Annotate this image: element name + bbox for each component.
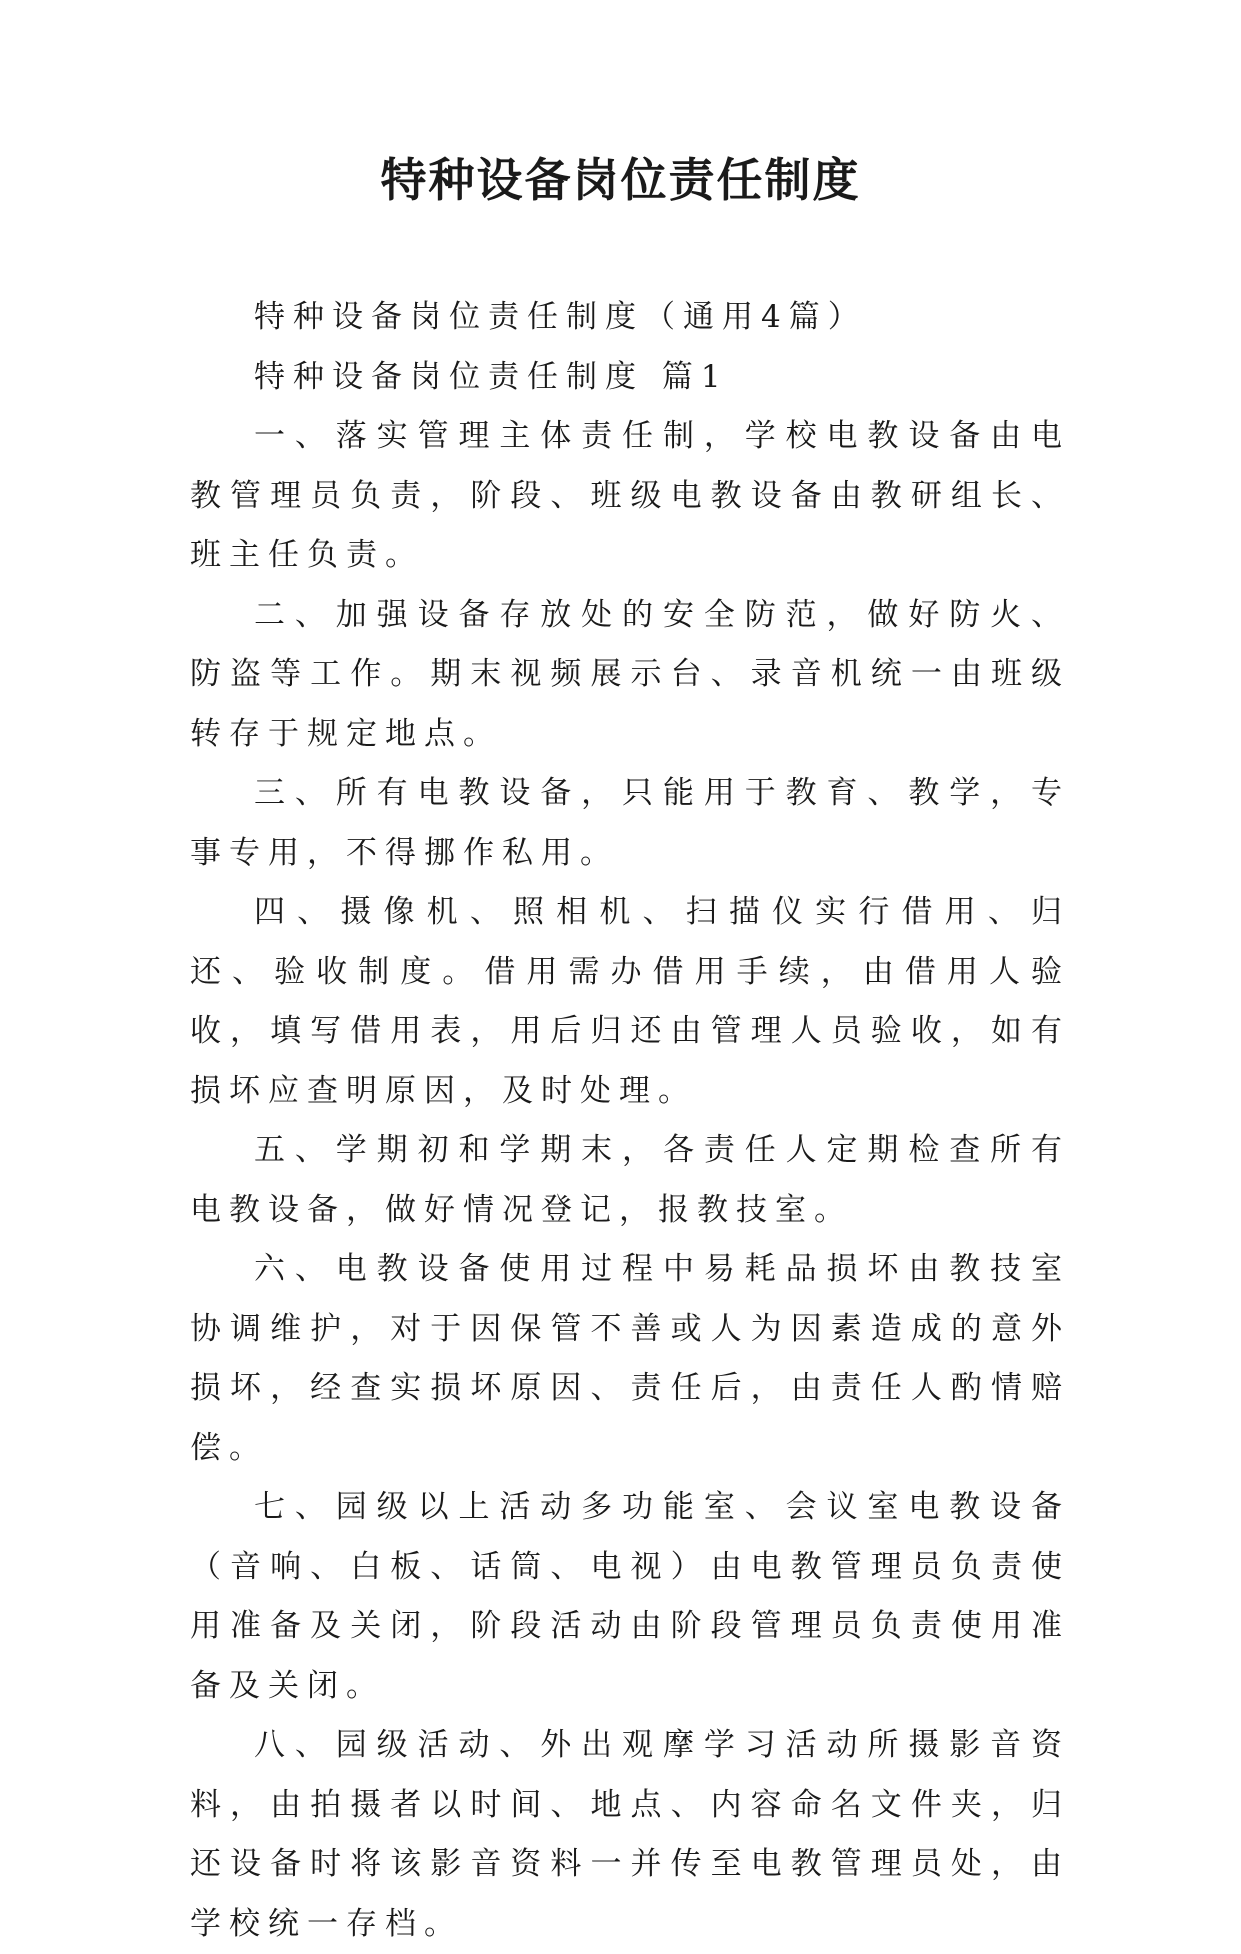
paragraph-item-6: 六、电教设备使用过程中易耗品损坏由教技室协调维护，对于因保管不善或人为因素造成的意外损坏，经查实损坏原因、责任后，由责任人酌情赔偿。 [190,1251,1070,1466]
paragraph-item-1: 一、落实管理主体责任制，学校电教设备由电教管理员负责，阶段、班级电教设备由教研组长、班主任负责。 [190,418,1070,573]
paragraph-section-heading: 特种设备岗位责任制度 篇1 [254,358,729,395]
paragraph-item-2: 二、加强设备存放处的安全防范，做好防火、防盗等工作。期末视频展示台、录音机统一由班级转存于规定地点。 [190,596,1070,752]
document-body [190,288,1070,1954]
document-title: 特种设备岗位责任制度 [380,153,861,207]
paragraph-item-5: 五、学期初和学期末，各责任人定期检查所有电教设备，做好情况登记，报教技室。 [190,1132,1070,1228]
paragraph-item-3: 三、所有电教设备，只能用于教育、教学，专事专用，不得挪作私用。 [190,775,1070,871]
paragraph-item-7: 七、园级以上活动多功能室、会议室电教设备（音响、白板、话筒、电视）由电教管理员负责使用准备及关闭，阶段活动由阶段管理员负责使用准备及关闭。 [190,1489,1070,1704]
paragraph-item-8: 八、园级活动、外出观摩学习活动所摄影音资料，由拍摄者以时间、地点、内容命名文件夹，归还设备时将该影音资料一并传至电教管理员处，由学校统一存档。 [190,1727,1070,1942]
paragraph-item-4: 四、摄像机、照相机、扫描仪实行借用、归还、验收制度。借用需办借用手续，由借用人验收，填写借用表，用后归还由管理人员验收，如有损坏应查明原因，及时处理。 [190,894,1070,1109]
paragraph-subtitle: 特种设备岗位责任制度（通用4篇） [254,299,867,335]
